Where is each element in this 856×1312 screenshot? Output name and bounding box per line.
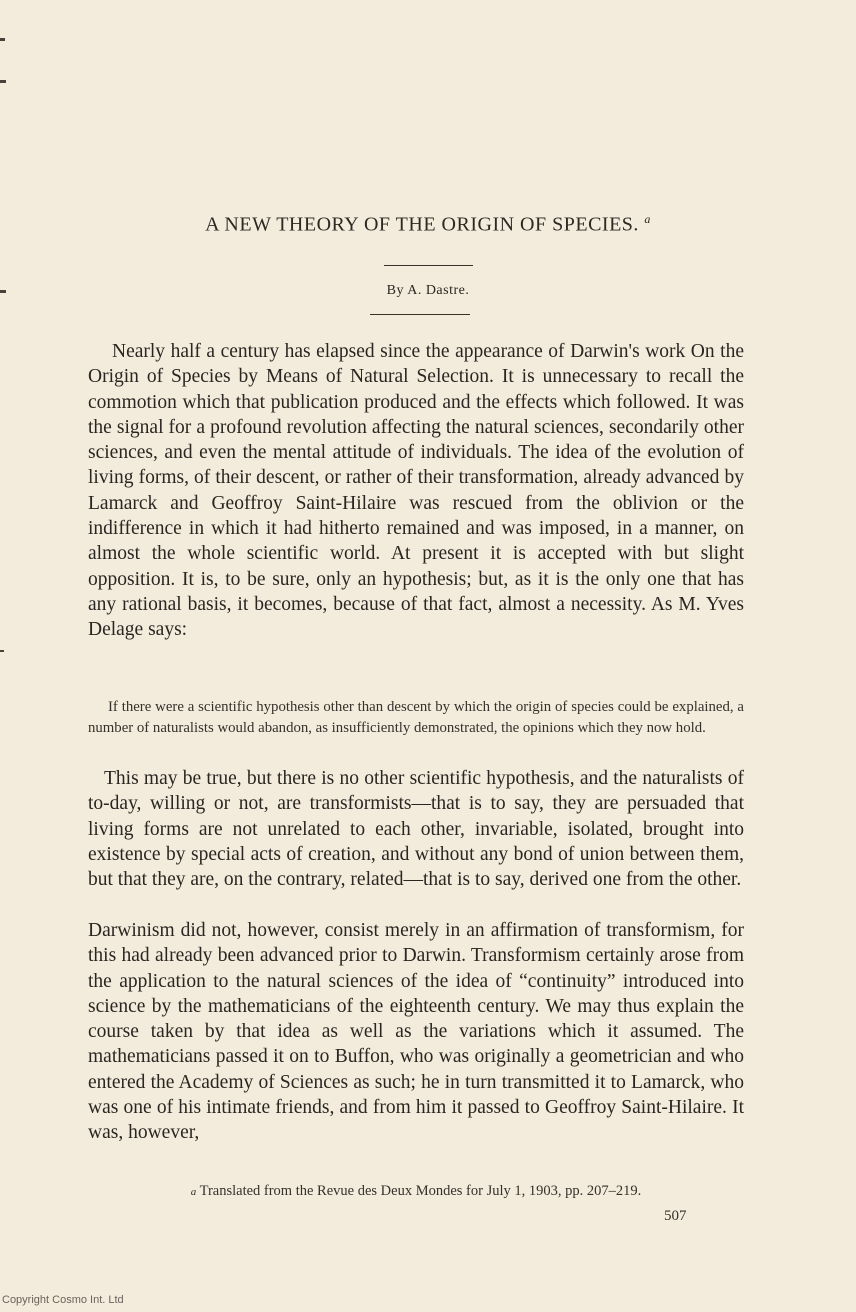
margin-mark [0,650,4,652]
margin-mark [0,38,5,41]
title-divider [384,265,473,266]
footnote-text: Translated from the Revue des Deux Mondes for July 1, 1903, pp. 207–219. [199,1183,642,1199]
title-note-mark: a [644,212,651,226]
byline-divider [370,314,470,315]
paragraph-2: This may be true, but there is no other scientific hypothesis, and the naturalists of to-day, willing or not, are transformists—that is to say, they are persuaded that living forms are not unrelated to each other, invariable, isolated, brought into existence by special acts of creation, and without any bond of union between them, but that they are, on the contrary, related—that is to say, derived one from the other. [88,768,744,891]
paragraph-1: Nearly half a century has elapsed since the appearance of Darwin's work On the Origin of Species by Means of Natural Selection. It is unnecessary to recall the commotion which that publication produced and the effects which followed. It was the signal for a profound revolution affecting the natural sciences, secondarily other sciences, and even the mental attitude of individuals. The idea of the evolution of living forms, of their descent, or rather of their transformation, already advanced by Lamarck and Geoffroy Saint-Hilaire was rescued from the oblivion or the indifference in which it had hitherto remained and was imposed, in a manner, on almost the whole scientific world. At present it is accepted with but slight opposition. It is, to be sure, only an hypothesis; but, as it is the only one that has any rational basis, it becomes, because of that fact, almost a necessity. As M. Yves Delage says: [88,341,744,641]
copyright-watermark: Copyright Cosmo Int. Ltd [2,1294,124,1306]
paragraph-3: Darwinism did not, however, consist merely in an affirmation of transformism, for this had already been advanced prior to Darwin. Transformism certainly arose from the application to the natural sciences of the idea of “continuity” introduced into science by the mathematicians of the eighteenth century. We may thus explain the course taken by that idea as well as the variations which it assumed. The mathematicians passed it on to Buffon, who was originally a geometrician and who entered the Academy of Sciences as such; he in turn transmitted it to Lamarck, who was one of his intimate friends, and from him it passed to Geoffroy Saint-Hilaire. It was, however, [88,920,744,1144]
article-title [0,212,856,237]
margin-mark [0,80,6,83]
page-number: 507 [664,1208,687,1224]
footnote-mark: a [190,1186,197,1198]
block-quote: If there were a scientific hypothesis other than descent by which the origin of species could be explained, a number of naturalists would abandon, as insufficiently demonstrated, the opinions which they now hold. [88,699,744,736]
byline: By A. Dastre. [386,283,470,298]
article-title-text: A NEW THEORY OF THE ORIGIN OF SPECIES. [205,213,639,236]
footnote [88,1183,744,1200]
